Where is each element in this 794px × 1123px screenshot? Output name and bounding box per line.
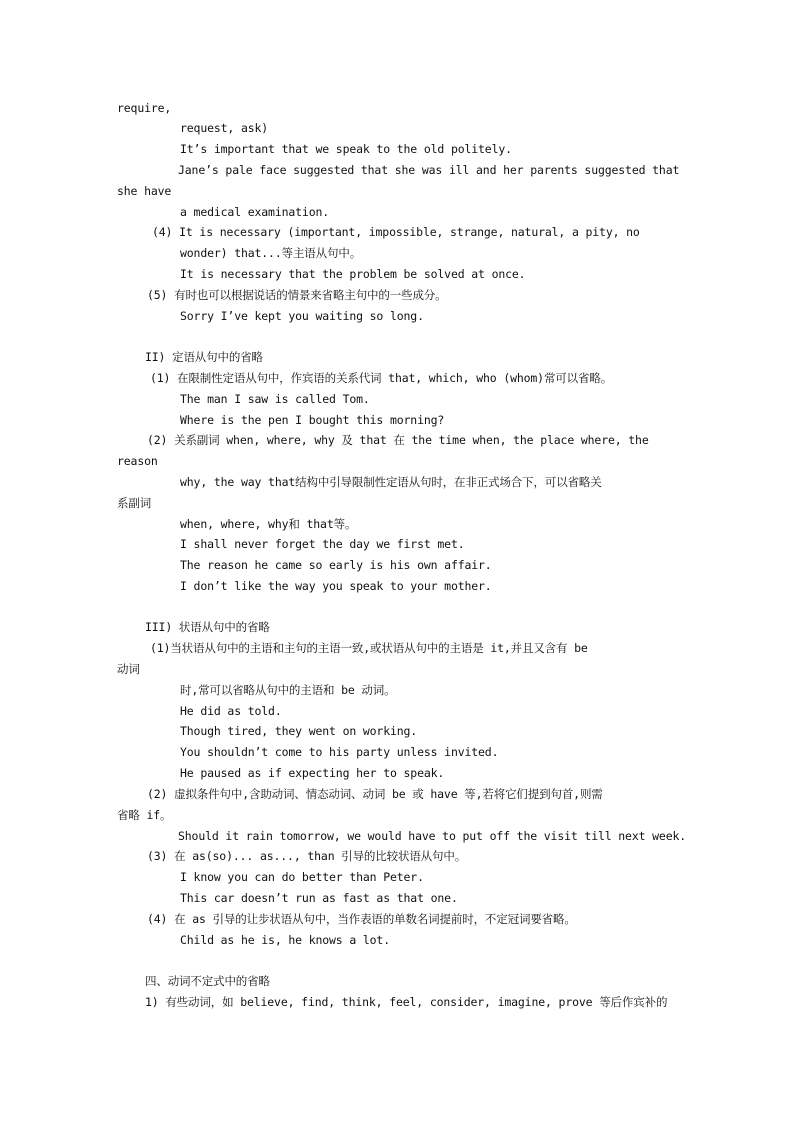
- rule-item: (4) It is necessary (important, impossible, strange, natural, a pity, no: [152, 225, 640, 239]
- rule-item: (1)当状语从句中的主语和主句的主语一致,或状语从句中的主语是 it,并且又含有 be: [150, 641, 588, 655]
- rule-item: (2) 关系副词 when, where, why 及 that 在 the time when, the place where, the: [147, 433, 649, 447]
- example-sentence: It is necessary that the problem be solved at once.: [180, 267, 526, 281]
- rule-item: (4) 在 as 引导的让步状语从句中，当作表语的单数名词提前时，不定冠词要省略。: [147, 912, 576, 926]
- rule-item: (1) 在限制性定语从句中，作宾语的关系代词 that, which, who (whom)常可以省略。: [150, 371, 613, 385]
- example-sentence: Should it rain tomorrow, we would have to put off the visit till next week.: [178, 829, 687, 843]
- text-line: 省略 if。: [117, 808, 172, 822]
- rule-item: (2) 虚拟条件句中,含助动词、情态动词、动词 be 或 have 等,若将它们提到句首,则需: [147, 787, 603, 801]
- example-sentence: He did as told.: [180, 704, 282, 718]
- example-sentence: It’s important that we speak to the old politely.: [180, 142, 512, 156]
- text-line: require,: [117, 101, 172, 115]
- example-sentence: I shall never forget the day we first met.: [180, 537, 465, 551]
- section-heading: II) 定语从句中的省略: [145, 350, 263, 364]
- section-heading: 四、动词不定式中的省略: [145, 974, 270, 988]
- example-sentence: I don’t like the way you speak to your mother.: [180, 579, 492, 593]
- text-line: request, ask): [180, 121, 269, 135]
- example-sentence: This car doesn’t run as fast as that one.: [180, 891, 458, 905]
- example-sentence: Jane’s pale face suggested that she was ill and her parents suggested that: [178, 163, 680, 177]
- text-line: 时,常可以省略从句中的主语和 be 动词。: [180, 683, 396, 697]
- text-line: reason: [117, 454, 158, 468]
- text-line: a medical examination.: [180, 205, 330, 219]
- example-sentence: He paused as if expecting her to speak.: [180, 766, 445, 780]
- example-sentence: The reason he came so early is his own affair.: [180, 558, 492, 572]
- text-line: why, the way that结构中引导限制性定语从句时，在非正式场合下，可以省略关: [180, 475, 602, 489]
- example-sentence: Where is the pen I bought this morning?: [180, 413, 445, 427]
- text-line: wonder) that...等主语从句中。: [180, 246, 362, 260]
- example-sentence: Sorry I’ve kept you waiting so long.: [180, 309, 424, 323]
- example-sentence: The man I saw is called Tom.: [180, 392, 370, 406]
- rule-item: (3) 在 as(so)... as..., than 引导的比较状语从句中。: [147, 849, 467, 863]
- text-line: she have: [117, 184, 172, 198]
- section-heading: III) 状语从句中的省略: [145, 620, 270, 634]
- rule-item: 1) 有些动词，如 believe, find, think, feel, consider, imagine, prove 等后作宾补的: [145, 995, 668, 1009]
- text-line: 系副词: [117, 496, 152, 510]
- example-sentence: Child as he is, he knows a lot.: [180, 933, 390, 947]
- text-line: when, where, why和 that等。: [180, 517, 357, 531]
- rule-item: (5) 有时也可以根据说话的情景来省略主句中的一些成分。: [147, 288, 447, 302]
- example-sentence: You shouldn’t come to his party unless invited.: [180, 745, 499, 759]
- text-line: 动词: [117, 662, 140, 676]
- example-sentence: I know you can do better than Peter.: [180, 870, 424, 884]
- example-sentence: Though tired, they went on working.: [180, 724, 418, 738]
